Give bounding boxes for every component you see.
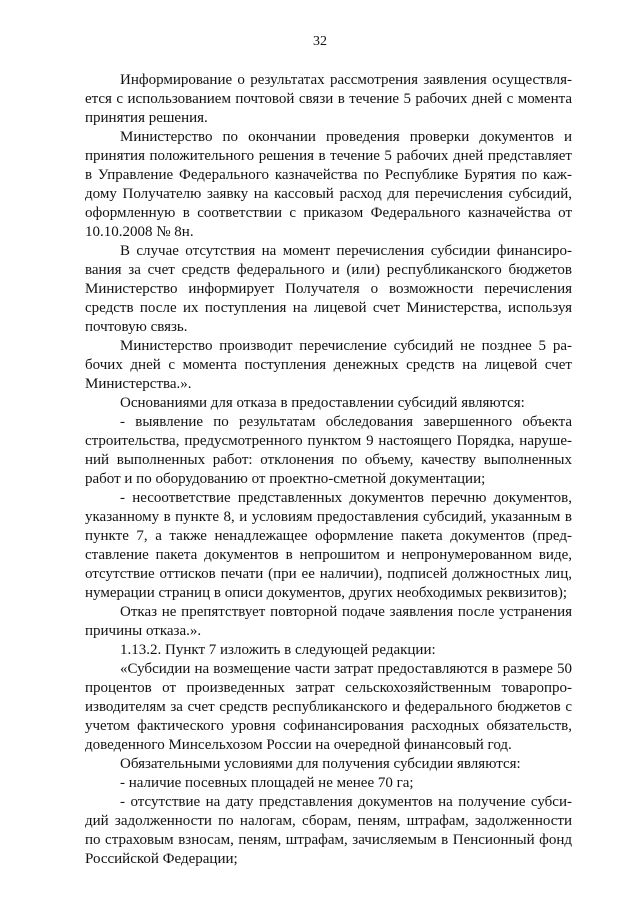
paragraph: В случае отсутствия на момент перечисления субсидии финансирования за счет средств федерального и (или) республиканского бюджетов Министерство информирует Получателя о возможности перечисления средств после их поступления на лицевой счет Министерства, используя почтовую связь. bbox=[85, 243, 572, 335]
paragraph: 1.13.2. Пункт 7 изложить в следующей редакции: bbox=[120, 642, 436, 658]
paragraph: Основаниями для отказа в предоставлении субсидий являются: bbox=[120, 395, 525, 411]
list-item: - несоответствие представленных документов перечню документов, указанному в пункте 8, и условиям предоставления субсидий, указанным в пункте 7, а также ненадлежащее оформление пакета документов (представление пакета документов в непрошитом и непронумерованном виде, отсутствие оттисков печати (при ее наличии), подписей должностных лиц, нумерации страниц в описи документов, других необходимых реквизитов); bbox=[85, 490, 572, 601]
paragraph: Отказ не препятствует повторной подаче заявления после устранения причины отказа.». bbox=[85, 604, 572, 639]
paragraph: Обязательными условиями для получения субсидии являются: bbox=[120, 756, 521, 772]
paragraph: Министерство производит перечисление субсидий не позднее 5 рабочих дней с момента поступления денежных средств на лицевой счет Министерства.». bbox=[85, 338, 572, 392]
document-body bbox=[85, 71, 572, 869]
paragraph: Министерство по окончании проведения проверки документов и принятия положительного решения в течение 5 рабочих дней представляет в Управление Федерального казначейства по Республике Бурятия по каждому Получателю заявку на кассовый расход для перечисления субсидий, оформленную в соответствии с приказом Федерального казначейства от 10.10.2008 № 8н. bbox=[85, 129, 572, 240]
page-number: 32 bbox=[313, 34, 327, 49]
paragraph: «Субсидии на возмещение части затрат предоставляются в размере 50 процентов от произведенных затрат сельскохозяйственным товаропроизводителям за счет средств республиканского и федерального бюджетов с учетом фактического уровня софинансирования расходных обязательств, доведенного Минсельхозом России на очередной финансовый год. bbox=[85, 661, 572, 753]
list-item: - наличие посевных площадей не менее 70 га; bbox=[120, 775, 414, 791]
paragraph: Информирование о результатах рассмотрения заявления осуществляется с использованием почтовой связи в течение 5 рабочих дней с момента принятия решения. bbox=[85, 72, 572, 126]
list-item: - отсутствие на дату представления документов на получение субсидий задолженности по налогам, сборам, пеням, штрафам, задолженности по страховым взносам, пеням, штрафам, зачисляемым в Пенсионный фонд Российской Федерации; bbox=[85, 794, 572, 867]
list-item: - выявление по результатам обследования завершенного объекта строительства, предусмотренного пунктом 9 настоящего Порядка, нарушений выполненных работ: отклонения по объему, качеству выполненных работ и по оборудованию от проектно-сметной документации; bbox=[85, 414, 572, 487]
